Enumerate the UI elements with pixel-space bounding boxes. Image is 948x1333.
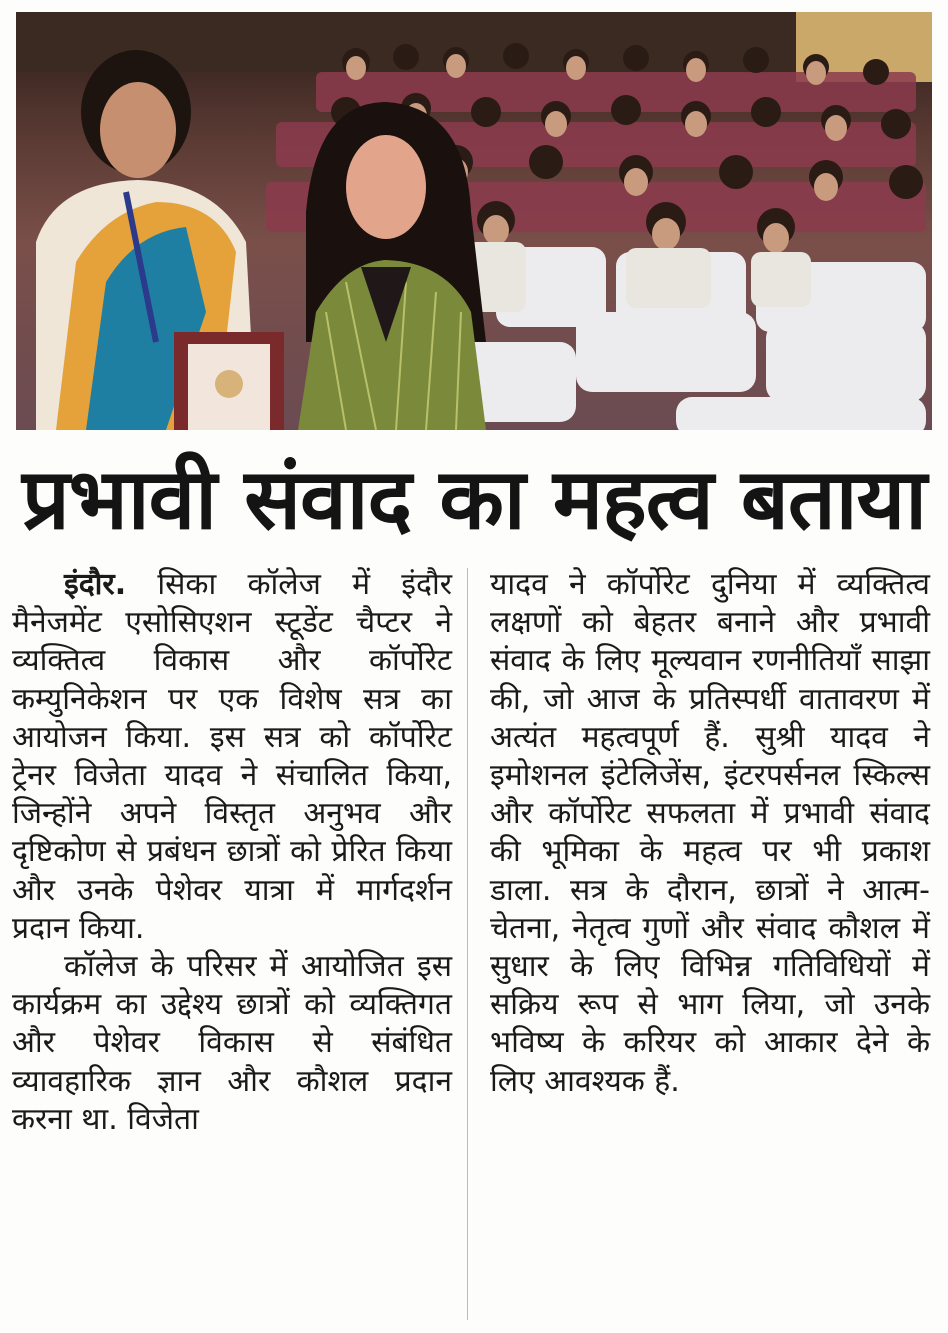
column-divider	[467, 568, 468, 1320]
news-photo	[16, 12, 932, 430]
news-photo-illustration	[16, 12, 932, 430]
paragraph-1-text: सिका कॉलेज में इंदौर मैनेजमेंट एसोसिएशन स्टूडेंट चैप्टर ने व्यक्तित्व विकास और कॉर्पोरेट कम्युनिकेशन पर एक विशेष सत्र का आयोजन किया. इस सत्र को कॉर्पोरेट ट्रेनर विजेता यादव ने संचालित किया, जिन्होंने अपने विस्तृत अनुभव और दृष्टिकोण से प्रबंधन छात्रों को प्रेरित किया और उनके पेशेवर यात्रा में मार्गदर्शन प्रदान किया.	[12, 567, 452, 946]
article-paragraph-3: यादव ने कॉर्पोरेट दुनिया में व्यक्तित्व लक्षणों को बेहतर बनाने और प्रभावी संवाद के लिए मूल्यवान रणनीतियाँ साझा की, जो आज के प्रतिस्पर्धी वातावरण में अत्यंत महत्वपूर्ण हैं. सुश्री यादव ने इमोशनल इंटेलिजेंस, इंटरपर्सनल स्किल्स और कॉर्पोरेट सफलता में प्रभावी संवाद की भूमिका के महत्व पर भी प्रकाश डाला. सत्र के दौरान, छात्रों ने आत्म-चेतना, नेतृत्व गुणों और संवाद कौशल में सुधार के लिए विभिन्न गतिविधियों में सक्रिय रूप से भाग लिया, जो उनके भविष्य के करियर को आकार देने के लिए आवश्यक हैं.	[490, 567, 930, 1099]
article-paragraph-2: कॉलेज के परिसर में आयोजित इस कार्यक्रम का उद्देश्य छात्रों को व्यक्तिगत और पेशेवर विकास से संबंधित व्यावहारिक ज्ञान और कौशल प्रदान करना था. विजेता	[12, 949, 452, 1137]
article-column-left	[12, 566, 452, 1139]
headline: प्रभावी संवाद का महत्व बताया	[21, 450, 927, 548]
article-paragraph-1	[12, 566, 452, 948]
dateline: इंदौर.	[64, 567, 127, 602]
article-column-right	[490, 566, 930, 1101]
